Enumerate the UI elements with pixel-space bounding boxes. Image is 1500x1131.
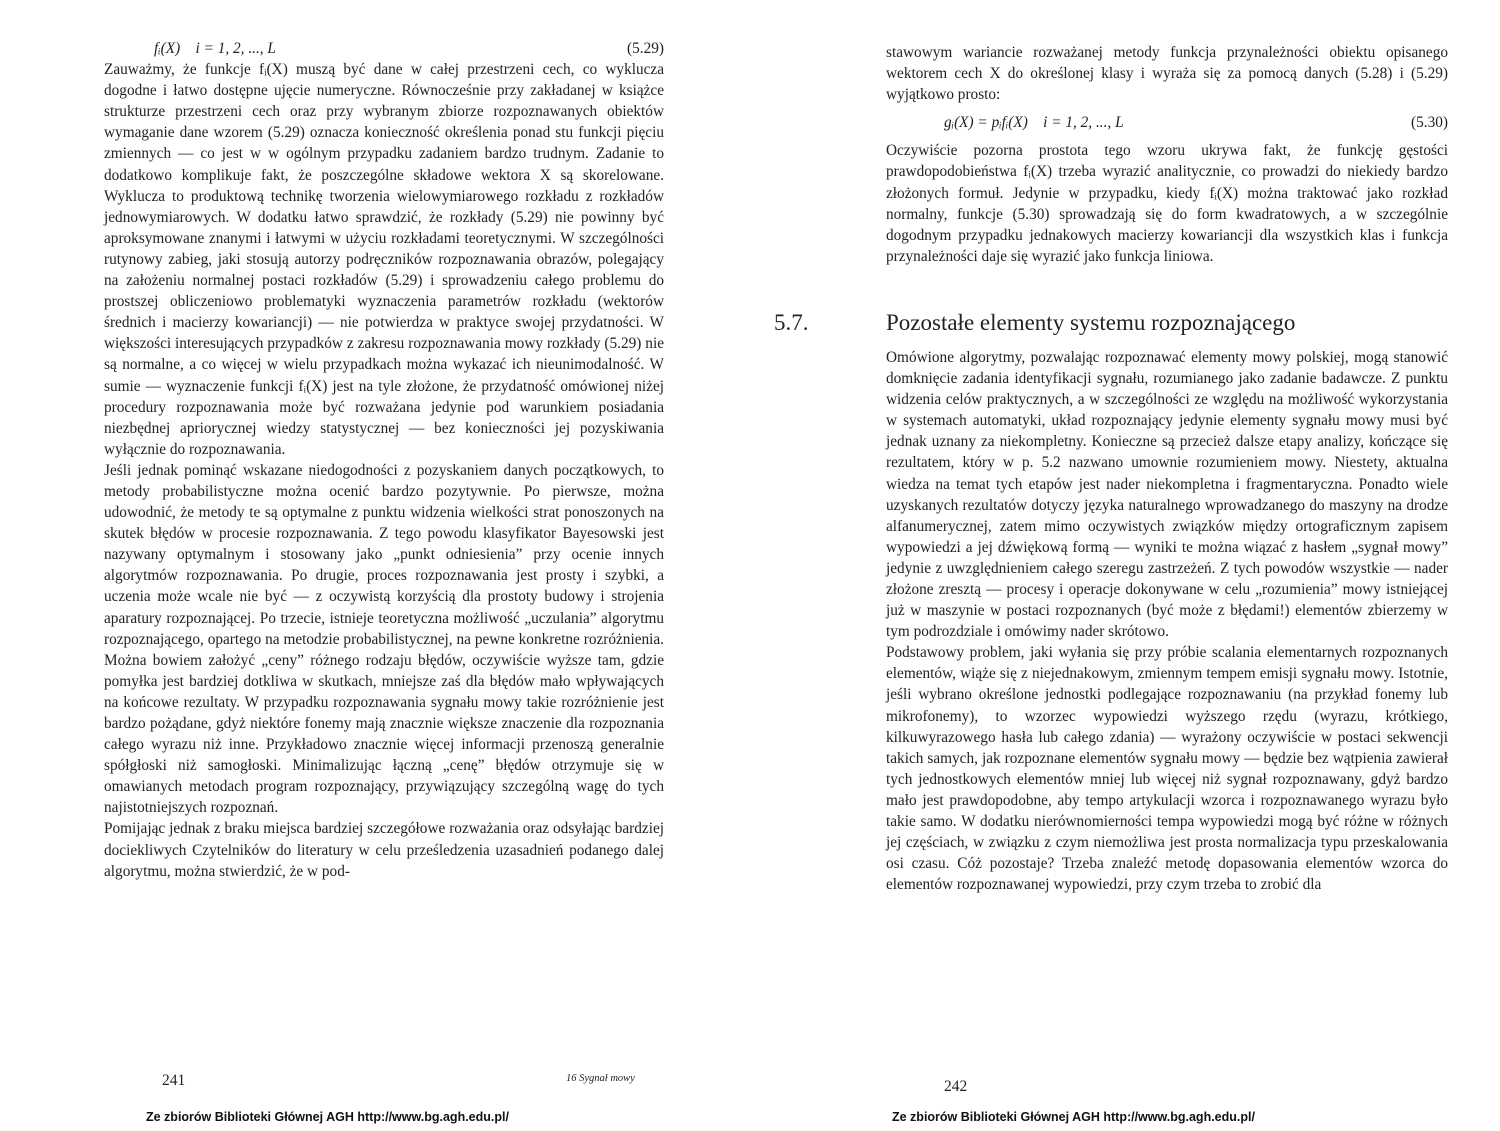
paragraph: Zauważmy, że funkcje fᵢ(X) muszą być dane w całej przestrzeni cech, co wyklucza dogodne i łatwo dostępne ujęcie numeryczne. Równocześnie przy zakładanej w książce strukturze przestrzeni cech oraz przy wybranym zbiorze rozpoznawanych obiektów wymaganie dane wzorem (5.29) oznacza konieczność określenia ponad stu funkcji pięciu zmiennych — co jest w w ogólnym przypadku zadaniem bardzo trudnym. Zadanie to dodatkowo komplikuje fakt, że poszczególne składowe wektora X są skorelowane. Wyklucza to produktową technikę tworzenia wielowymiarowego rozkładu z rozkładów jednowymiarowych. W dodatku łatwo sprawdzić, że rozkłady (5.29) nie powinny być aproksymowane znanymi i łatwymi w użyciu rozkładami teoretycznymi. W szczególności rutynowy zabieg, jaki stosują autorzy podręczników rozpoznawania obrazów, polegający na założeniu normalnej postaci rozkładów (5.29) i sprowadzeniu całego problemu do prostszej obliczeniowo problematyki wyznaczenia parametrów rozkładu (wektorów średnich i macierzy kowariancji) — nie potwierdza w praktyce swojej przydatności. W większości interesujących przypadków z zakresu rozpoznawania mowy rozkłady (5.29) nie są normalne, a co więcej w wielu przypadkach można wykazać ich nieunimodalność. W sumie — wyznaczenie funkcji fᵢ(X) jest na tyle złożone, że przydatność omówionej niżej procedury rozpoznawania może być rozważana jedynie pod warunkiem posiadania niezbędnej apriorycznej wiedzy statystycznej — bez konieczności jej pozyskiwania wyłącznie do rozpoznawania. xyxy=(104,61,664,458)
paragraph: Pomijając jednak z braku miejsca bardziej szczegółowe rozważania oraz odsyłając bardziej dociekliwych Czytelników do literatury w celu prześledzenia uzasadnień podanego dalej algorytmu, można stwierdzić, że w pod- xyxy=(104,820,664,880)
page-number: 241 xyxy=(162,1072,186,1089)
library-footer: Ze zbiorów Biblioteki Głównej AGH http://www.bg.agh.edu.pl/ xyxy=(146,1110,509,1124)
paragraph: stawowym wariancie rozważanej metody funkcja przynależności obiektu opisanego wektorem cech X do określonej klasy i wyraża się za pomocą danych (5.28) i (5.29) wyjątkowo prosto: xyxy=(886,44,1448,104)
equation-5-29 xyxy=(104,38,664,59)
section-heading xyxy=(774,307,1448,339)
library-footer: Ze zbiorów Biblioteki Głównej AGH http://www.bg.agh.edu.pl/ xyxy=(892,1110,1255,1124)
running-head: 16 Sygnał mowy xyxy=(566,1073,635,1084)
equation-number: (5.29) xyxy=(627,40,664,57)
right-text-column xyxy=(774,42,1448,895)
page-number: 242 xyxy=(944,1078,968,1095)
section-title: Pozostałe elementy systemu rozpoznającego xyxy=(886,309,1296,335)
paragraph: Oczywiście pozorna prostota tego wzoru ukrywa fakt, że funkcję gęstości prawdopodobieństwa fᵢ(X) trzeba wyrazić analitycznie, co prowadzi do niekiedy bardzo złożonych formuł. Jedynie w przypadku, kiedy fᵢ(X) można traktować jako rozkład normalny, funkcje (5.30) sprowadzają się do form kwadratowych, a w szczególnie dogodnym przypadku jednakowych macierzy kowariancji dla wszystkich klas i funkcja przynależności daje się wyrazić jako funkcja liniowa. xyxy=(886,142,1448,265)
section-number: 5.7. xyxy=(774,309,809,335)
equation-5-30 xyxy=(886,112,1448,133)
equation-formula: gᵢ(X) = pᵢfᵢ(X) i = 1, 2, ..., L xyxy=(944,114,1124,132)
equation-formula: fᵢ(X) i = 1, 2, ..., L xyxy=(154,40,276,57)
equation-number: (5.30) xyxy=(1411,114,1448,132)
paragraph: Omówione algorytmy, pozwalając rozpoznawać elementy mowy polskiej, mogą stanowić domknięcie zadania identyfikacji sygnału, rozumianego jako zadanie badawcze. Z punktu widzenia celów praktycznych, a w szczególności ze względu na możliwość wykorzystania w systemach automatyki, układ rozpoznający jedynie elementy sygnału mowy musi być jednak uznany za niekompletny. Konieczne są przecież dalsze etapy analizy, kończące się rezultatem, który w p. 5.2 nazwano umownie rozumieniem mowy. Niestety, aktualna wiedza na temat tych etapów jest nader niekompletna i fragmentaryczna. Ponadto wiele uzyskanych rezultatów dotyczy języka naturalnego wprowadzanego do maszyny na drodze alfanumerycznej, zatem mimo oczywistych związków między ortograficznym zapisem wypowiedzi a jej dźwiękową formą — wyniki te można wiązać z hasłem „sygnał mowy” jedynie z uwzględnieniem całego szeregu zastrzeżeń. Z tych powodów wszystkie — nader złożone zresztą — procesy i operacje dokonywane w celu „rozumienia” mowy istniejącej już w maszynie w postaci rozpoznanych (być może z błędami!) elementów zbierzemy w tym podrozdziale i omówimy nader skrótowo. xyxy=(886,348,1448,641)
paragraph: Podstawowy problem, jaki wyłania się przy próbie scalania elementarnych rozpoznanych elementów, wiąże się z niejednakowym, zmiennym tempem emisji sygnału mowy. Istotnie, jeśli wybrano określone jednostki podlegające rozpoznawaniu (na przykład fonemy lub mikrofonemy), to wzorzec wypowiedzi wyższego rzędu (wyrazu, krótkiego, kilkuwyrazowego hasła lub całego zdania) — wyrażony oczywiście w postaci sekwencji takich samych, jak rozpoznane elementów sygnału mowy — będzie bez wątpienia zawierał tych jednostkowych elementów mniej lub więcej niż sygnał rozpoznawany, gdyż bardzo mało jest prawdopodobne, aby tempo artykulacji wzorca i rozpoznawanego wyrazu było takie samo. W dodatku nierównomierności tempa wypowiedzi mogą być różne w różnych jej częściach, w związku z czym niemożliwa jest prosta normalizacja typu przeskalowania osi czasu. Cóż pozostaje? Trzeba znaleźć metodę dopasowania elementów wzorca do elementów rozpoznawanej wypowiedzi, przy czym trzeba to zrobić dla xyxy=(886,644,1448,894)
left-text-column xyxy=(104,38,664,882)
paragraph: Jeśli jednak pominąć wskazane niedogodności z pozyskaniem danych początkowych, to metody probabilistyczne można ocenić bardzo pozytywnie. Po pierwsze, można udowodnić, że metody te są optymalne z punktu widzenia wielkości strat ponoszonych na skutek błędów w procesie rozpoznawania. Z tego powodu klasyfikator Bayesowski jest nazywany optymalnym i stosowany jako „punkt odniesienia” przy ocenie innych algorytmów rozpoznawania. Po drugie, proces rozpoznawania jest prosty i szybki, a uczenia może wcale nie być — z oczywistą korzyścią dla prostoty budowy i strojenia aparatury rozpoznającej. Po trzecie, istnieje teoretyczna możliwość „uczulania” algorytmu rozpoznającego, opartego na metodzie probabilistycznej, na pewne konkretne rozróżnienia. Można bowiem założyć „ceny” różnego rodzaju błędów, oczywiście wyższe tam, gdzie pomyłka jest bardziej dotkliwa w skutkach, mniejsze zaś dla błędów mało wpływających na końcowe rezultaty. W przypadku rozpoznawania sygnału mowy takie rozróżnienie jest bardzo pożądane, gdyż niektóre fonemy mają znacznie większe znaczenie dla rozpoznania całego wyrazu niż inne. Przykładowo znacznie więcej informacji przenoszą generalnie spółgłoski niż samogłoski. Minimalizując łączną „cenę” błędów otrzymuje się w omawianych metodach program rozpoznający, przywiązujący szczególną wagę do tych najistotniejszych rozpoznań. xyxy=(104,461,664,817)
